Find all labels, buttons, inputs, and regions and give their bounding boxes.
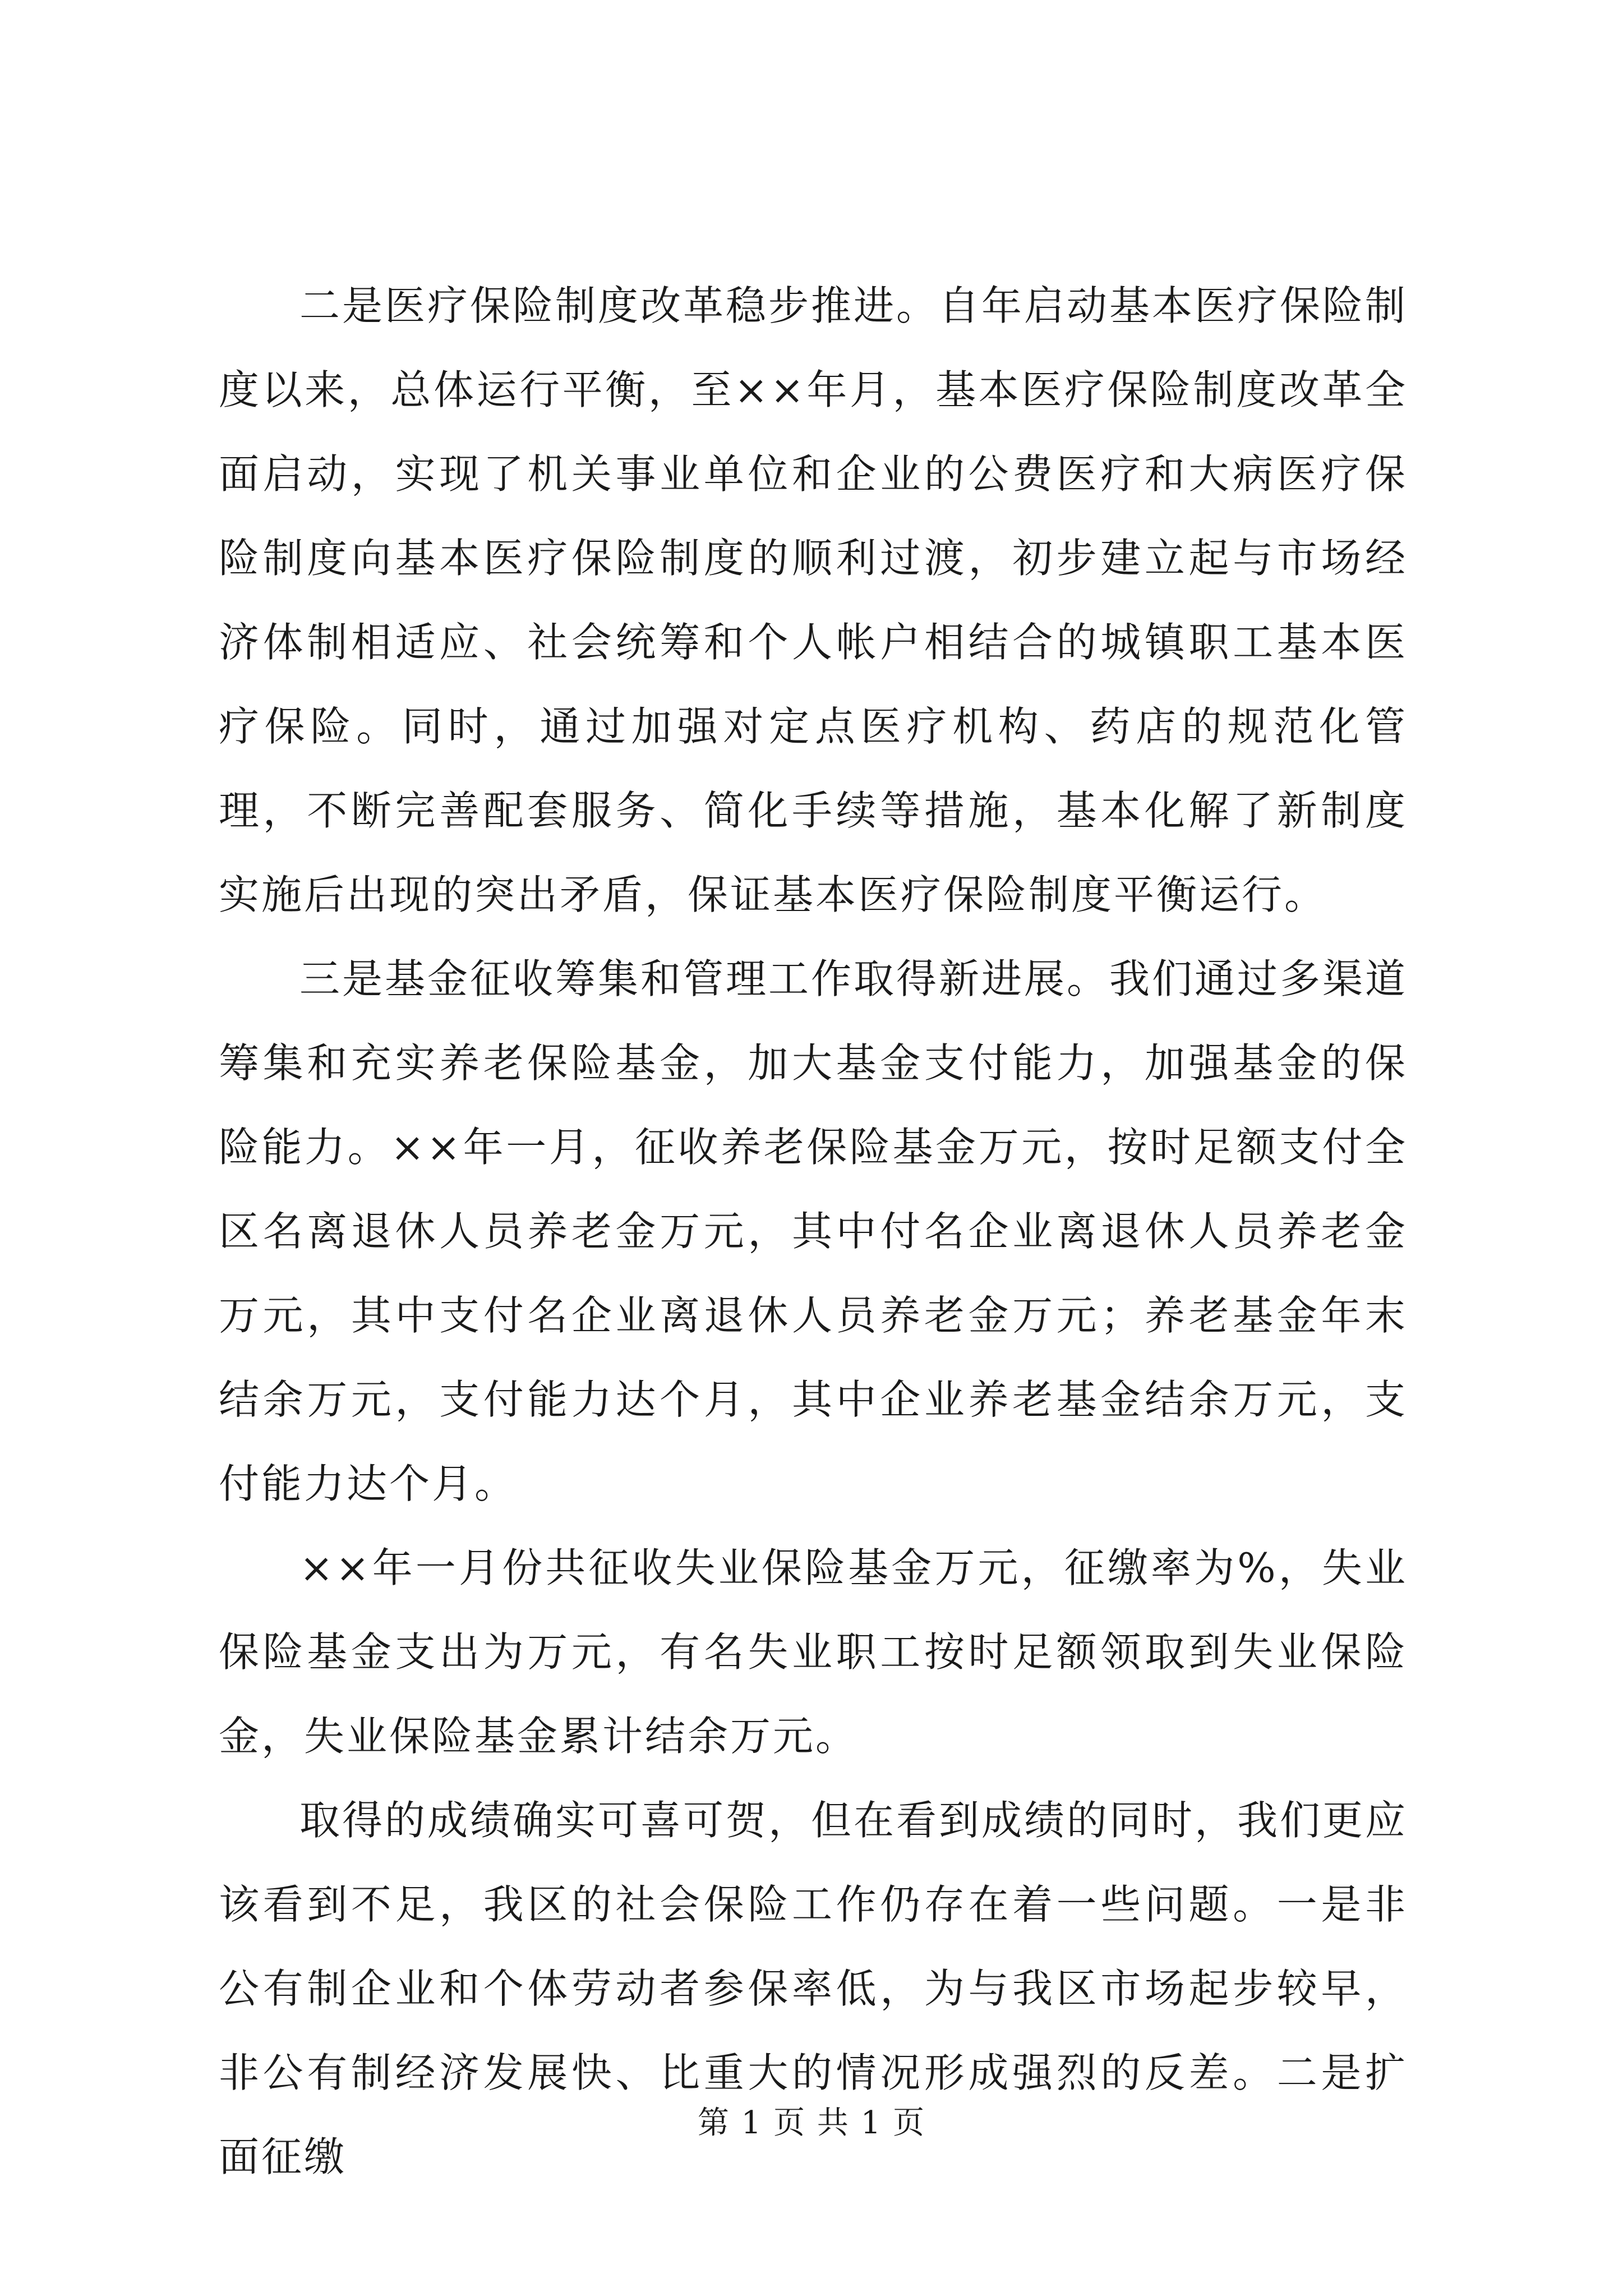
paragraph-medical-insurance: 二是医疗保险制度改革稳步推进。自年启动基本医疗保险制度以来，总体运行平衡，至××年月，基本医疗保险制度改革全面启动，实现了机关事业单位和企业的公费医疗和大病医疗保险制度向基本医疗保险制度的顺利过渡，初步建立起与市场经济体制相适应、社会统筹和个人帐户相结合的城镇职工基本医疗保险。同时，通过加强对定点医疗机构、药店的规范化管理，不断完善配套服务、简化手续等措施，基本化解了新制度实施后出现的突出矛盾，保证基本医疗保险制度平衡运行。 xyxy=(219,282,1408,918)
document-body xyxy=(219,264,1408,2199)
paragraph-unemployment-fund: ××年一月份共征收失业保险基金万元，征缴率为%，失业保险基金支出为万元，有名失业职工按时足额领取到失业保险金，失业保险基金累计结余万元。 xyxy=(219,1544,1408,1760)
page-footer: 第 1 页 共 1 页 xyxy=(697,2105,926,2141)
paragraph-problems: 取得的成绩确实可喜可贺，但在看到成绩的同时，我们更应该看到不足，我区的社会保险工作仍存在着一些问题。一是非公有制企业和个体劳动者参保率低，为与我区市场起步较早，非公有制经济发展快、比重大的情况形成强烈的反差。二是扩面征缴 xyxy=(219,1797,1408,2180)
paragraph-fund-collection: 三是基金征收筹集和管理工作取得新进展。我们通过多渠道筹集和充实养老保险基金，加大基金支付能力，加强基金的保险能力。××年一月，征收养老保险基金万元，按时足额支付全区名离退休人员养老金万元，其中付名企业离退休人员养老金万元，其中支付名企业离退休人员养老金万元；养老基金年末结余万元，支付能力达个月，其中企业养老基金结余万元，支付能力达个月。 xyxy=(219,955,1408,1507)
